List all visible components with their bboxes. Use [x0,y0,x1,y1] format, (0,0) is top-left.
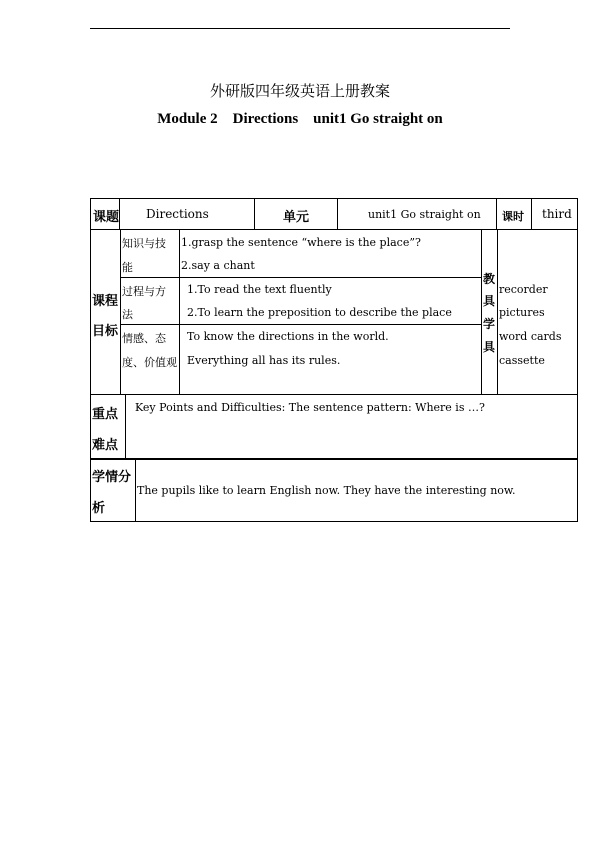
tools-label-char-2: 具 [483,294,496,308]
knowledge-line-1: 1.grasp the sentence “where is the place”? [181,236,421,249]
period-value-cell [532,198,578,230]
document-title-english: Module 2 Directions unit1 Go straight on [157,111,443,127]
process-line-1: 1.To read the text fluently [187,283,332,296]
tools-item: recorder [499,283,548,296]
header-rule [90,28,510,29]
process-label-line-1: 过程与方 [122,285,166,298]
analysis-label-line-1: 学情分 [92,470,132,485]
objectives-label-line-2: 目标 [92,324,119,339]
emotion-label-line-1: 情感、态 [122,332,166,345]
period-value: third [542,207,572,221]
emotion-line-2: Everything all has its rules. [187,354,341,367]
period-label: 课时 [502,210,524,223]
tools-item: cassette [499,354,545,367]
knowledge-line-2: 2.say a chant [181,259,255,272]
unit-value-cell [338,198,496,230]
tools-label-char-4: 具 [483,340,496,354]
unit-label: 单元 [283,210,310,225]
keypoints-text: Key Points and Difficulties: The sentence pattern: Where is …? [135,401,485,414]
emotion-label-line-2: 度、价值观 [122,356,177,369]
emotion-line-1: To know the directions in the world. [187,330,389,343]
tools-item: word cards [499,330,562,343]
topic-value-cell [120,198,254,230]
keypoints-label-line-2: 难点 [92,438,119,453]
document-title-chinese: 外研版四年级英语上册教案 [209,82,390,100]
tools-label-char-1: 教 [483,272,496,286]
process-line-2: 2.To learn the preposition to describe the place [187,306,452,319]
topic-label-cell [90,198,120,230]
tools-item: pictures [499,306,545,319]
topic-value: Directions [146,207,209,221]
process-label-line-2: 法 [122,308,133,321]
unit-label-cell [254,198,338,230]
keypoints-label-line-1: 重点 [92,407,119,422]
knowledge-label-line-2: 能 [122,261,133,274]
analysis-label-line-2: 析 [92,501,106,516]
objectives-label-line-1: 课程 [92,294,119,309]
analysis-text: The pupils like to learn English now. They have the interesting now. [137,484,516,497]
knowledge-label-line-1: 知识与技 [122,237,166,250]
tools-label-char-3: 学 [483,317,496,331]
period-label-cell [496,198,532,230]
unit-value: unit1 Go straight on [368,208,481,221]
topic-label: 课题 [93,210,120,225]
